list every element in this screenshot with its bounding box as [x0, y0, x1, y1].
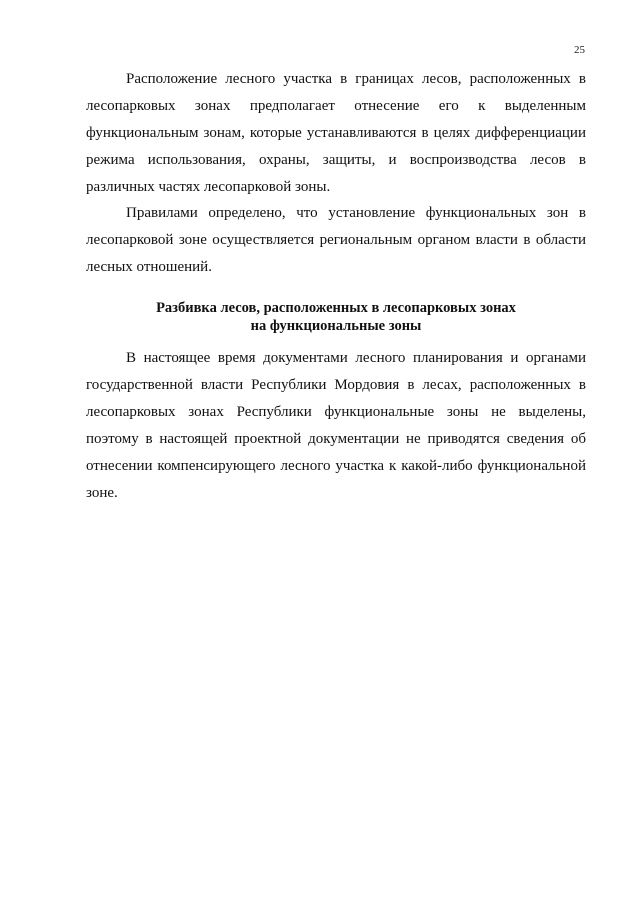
text-block-location: [86, 66, 586, 201]
text-block-section: [86, 345, 586, 507]
section-heading-line-2: на функциональные зоны: [250, 318, 422, 334]
section-heading-line-1: Разбивка лесов, расположенных в лесопарковых зонах: [156, 300, 516, 316]
section-heading: [86, 299, 586, 335]
page-number: 25: [574, 44, 585, 56]
text-block-rules: [86, 200, 586, 281]
paragraph-location: Расположение лесного участка в границах лесов, расположенных в лесопарковых зонах предполагает отнесение его к выделенным функциональным зонам, которые устанавливаются в целях дифференциации режима использования, охраны, защиты, и воспроизводства лесов в различных частях лесопарковой зоны.: [86, 71, 586, 195]
paragraph-section: В настоящее время документами лесного планирования и органами государственной власти Республики Мордовия в лесах, расположенных в лесопарковых зонах Республики функциональные зоны не выделены, поэтому в настоящей проектной документации не приводятся сведения об отнесении компенсирующего лесного участка к какой-либо функциональной зоне.: [86, 350, 586, 501]
paragraph-rules: Правилами определено, что установление функциональных зон в лесопарковой зоне осуществляется региональным органом власти в области лесных отношений.: [86, 205, 586, 275]
